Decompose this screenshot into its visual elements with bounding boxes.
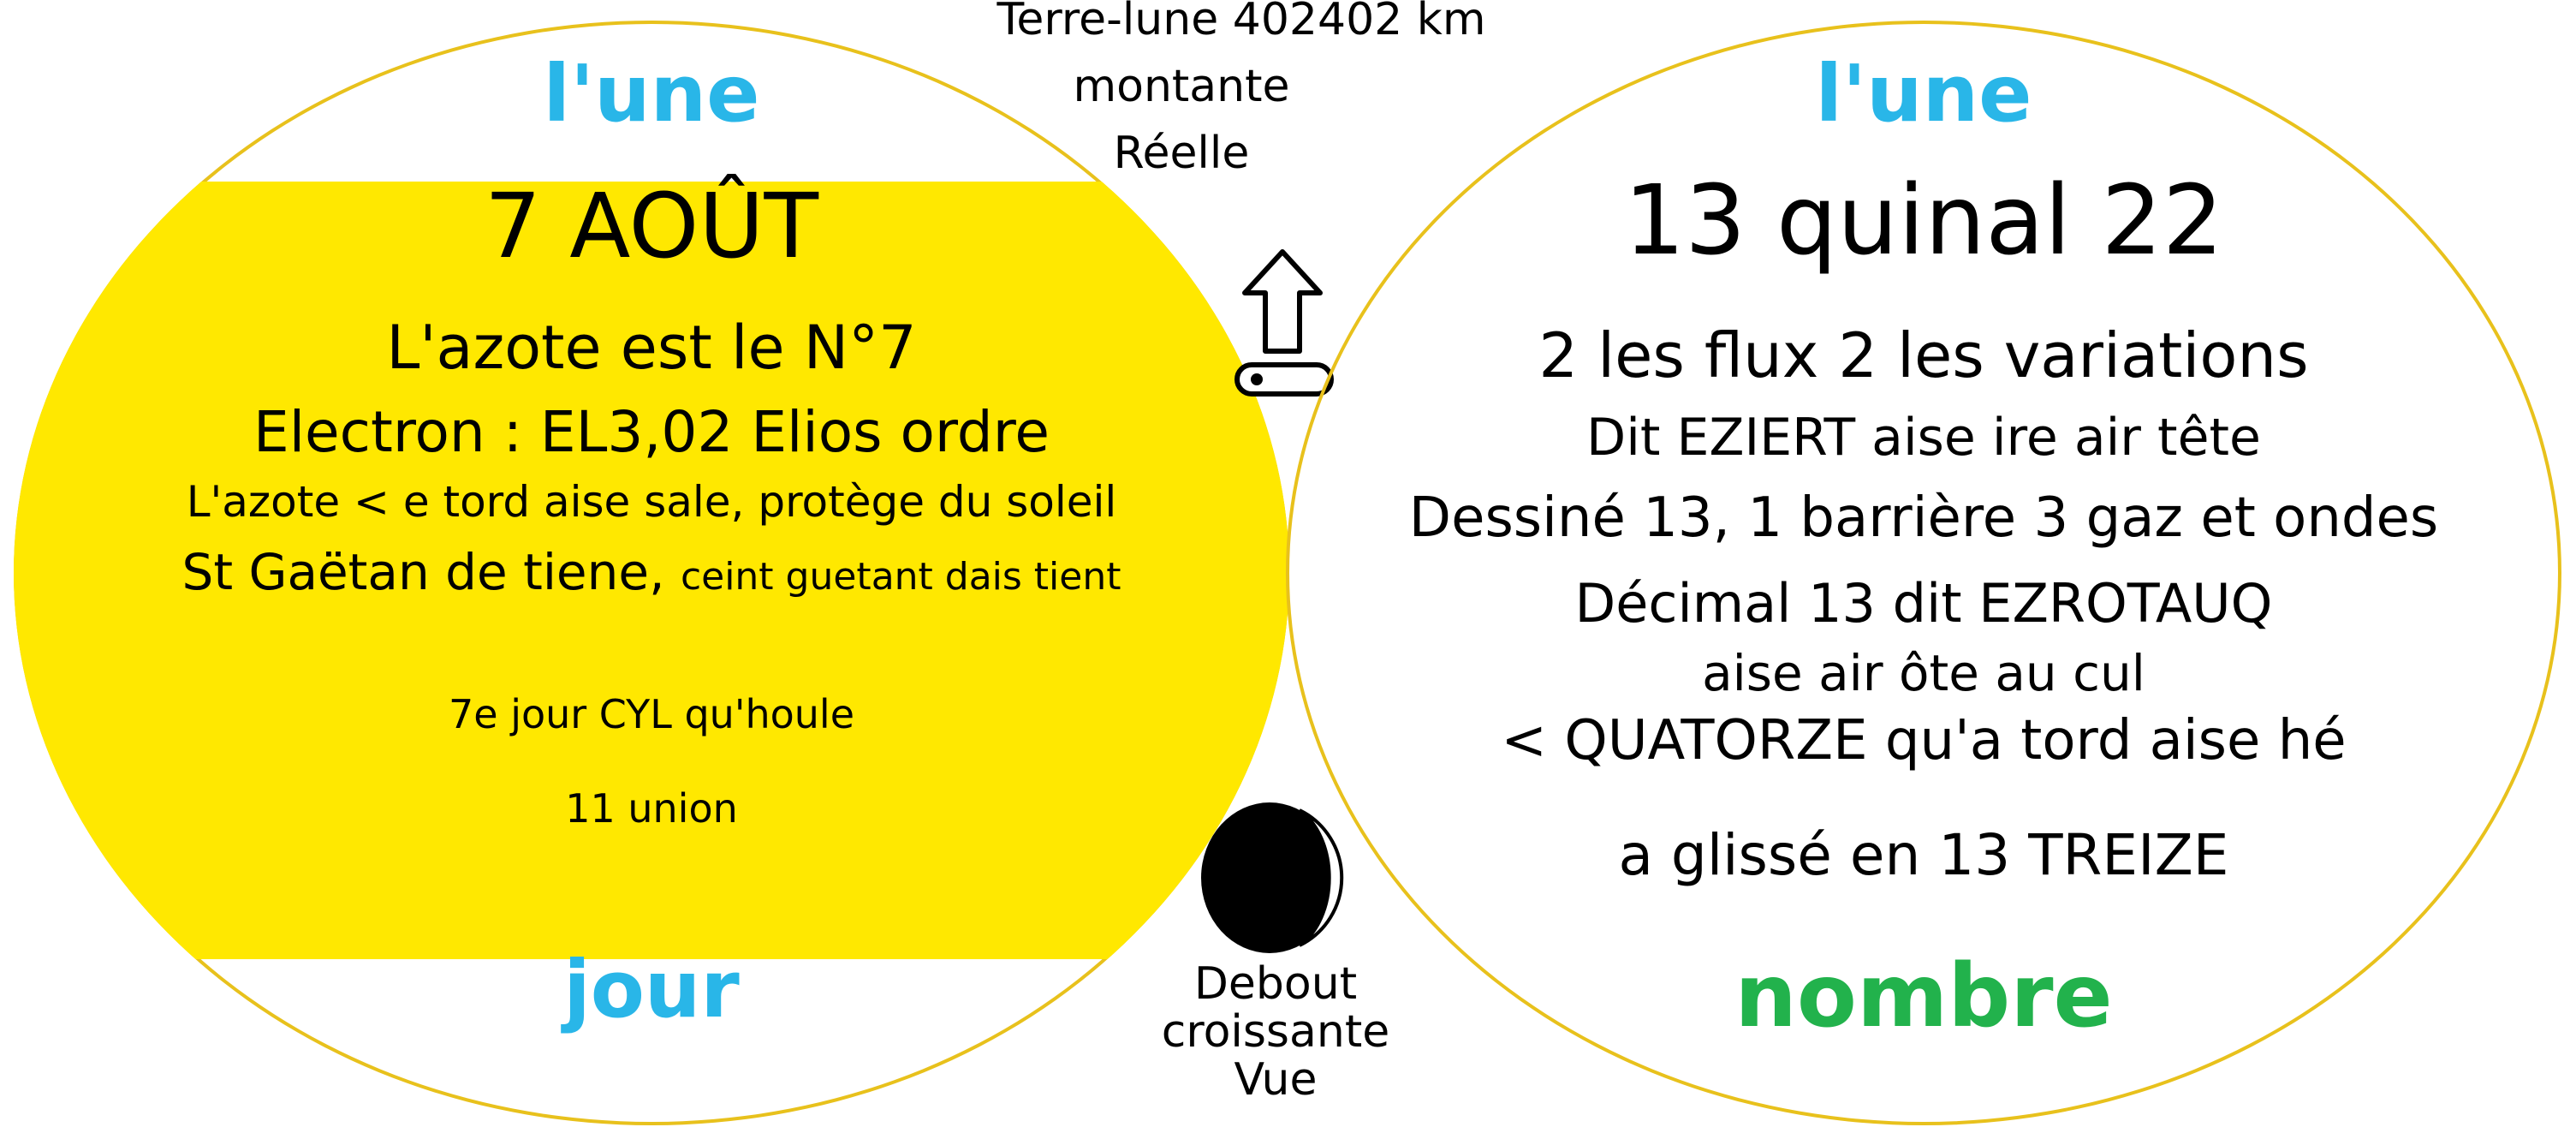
right-circle-line-2: Dit EZIERT aise ire air tête: [1586, 408, 2261, 468]
right-circle-line-7: a glissé en 13 TREIZE: [1618, 822, 2229, 888]
left-circle-footer: jour: [563, 944, 740, 1035]
right-circle-footer: nombre: [1734, 945, 2113, 1047]
left-circle-line-2: Electron : EL3,02 Elios ordre: [253, 399, 1050, 465]
middle-line-2: montante: [1073, 61, 1290, 112]
left-circle-line-4-main: St Gaëtan de tiene,: [181, 543, 665, 601]
left-circle-line-1: L'azote est le N°7: [386, 313, 917, 383]
right-circle-header: l'une: [1815, 48, 2032, 140]
right-circle-line-1: 2 les flux 2 les variations: [1538, 319, 2309, 391]
middle-line-1: Terre-lune 402402 km: [996, 0, 1486, 45]
middle-line-3: Réelle: [1113, 128, 1250, 179]
middle-footer-3: Vue: [1234, 1054, 1318, 1106]
right-circle-line-3: Dessiné 13, 1 barrière 3 gaz et ondes: [1408, 486, 2439, 550]
left-circle-date: 7 AOÛT: [484, 174, 819, 278]
right-circle-line-6: < QUATORZE qu'a tord aise hé: [1501, 709, 2347, 772]
right-circle-line-5: aise air ôte au cul: [1702, 644, 2145, 702]
left-circle-line-4: [14, 543, 1289, 601]
middle-footer-1: Debout: [1193, 958, 1358, 1010]
left-circle-line-5: 7e jour CYL qu'houle: [449, 691, 854, 737]
left-circle-line-6: 11 union: [565, 785, 738, 832]
left-circle-header: l'une: [543, 48, 760, 140]
right-circle-date: 13 quinal 22: [1623, 165, 2224, 277]
middle-footer-2: croissante: [1161, 1006, 1390, 1058]
left-circle-line-3: L'azote < e tord aise sale, protège du soleil: [186, 477, 1117, 527]
left-circle-line-4-small: ceint guetant dais tient: [680, 555, 1121, 599]
right-circle-line-4: Décimal 13 dit EZROTAUQ: [1574, 572, 2273, 635]
